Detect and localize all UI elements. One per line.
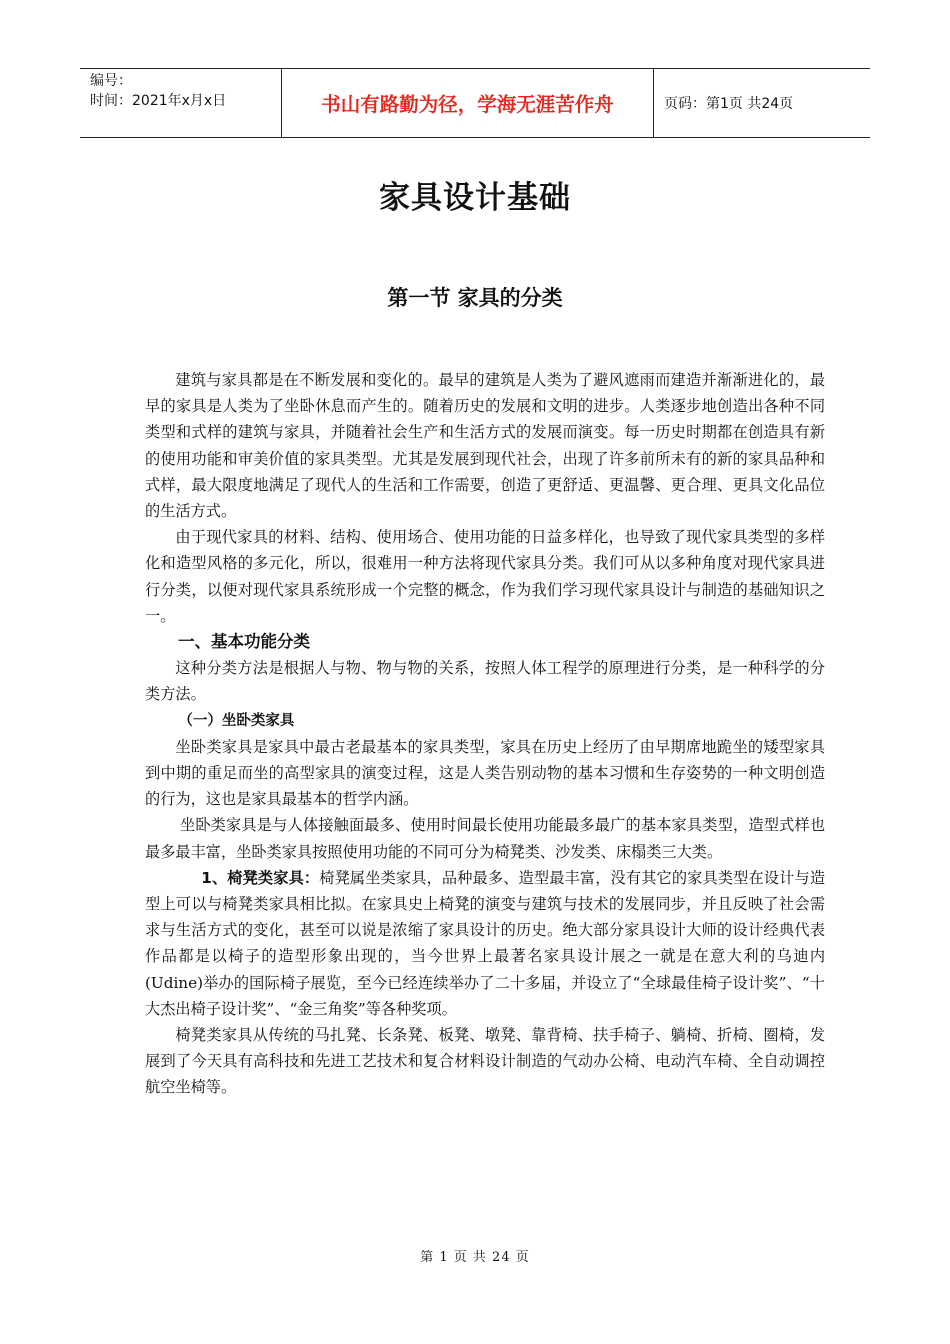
paragraph: 坐卧类家具是与人体接触面最多、使用时间最长使用功能最多最广的基本家具类型，造型式样也最多最丰富，坐卧类家具按照使用功能的不同可分为椅凳类、沙发类、床榻类三大类。 xyxy=(145,816,825,861)
paragraph-text: 椅凳属坐类家具，品种最多、造型最丰富，没有其它的家具类型在设计与造型上可以与椅凳类家具相比拟。在家具史上椅凳的演变与建筑与技术的发展同步，并且反映了社会需求与生活方式的变化，甚至可以说是浓缩了家具设计的历史。绝大部分家具设计大师的设计经典代表作品都是以椅子的造型形象出现的，当今世界上最著名家具设计展之一就是在意大利的乌迪内(Udine)举办的国际椅子展览，至今已经连续举办了二十多届，并设立了“全球最佳椅子设计奖”、“十大杰出椅子设计奖”、“金三角奖”等各种奖项。 xyxy=(145,868,826,1018)
page-footer: 第 1 页 共 24 页 xyxy=(420,1250,530,1265)
heading-level2: （一）坐卧类家具 xyxy=(178,712,295,729)
paragraph: 由于现代家具的材料、结构、使用场合、使用功能的日益多样化，也导致了现代家具类型的多样化和造型风格的多元化，所以，很难用一种方法将现代家具分类。我们可从以多种角度对现代家具进行分类，以便对现代家具系统形成一个完整的概念，作为我们学习现代家具设计与制造的基础知识之一。 xyxy=(145,528,825,625)
section-title: 第一节 家具的分类 xyxy=(387,286,563,310)
paragraph: 这种分类方法是根据人与物、物与物的关系，按照人体工程学的原理进行分类，是一种科学的分类方法。 xyxy=(145,659,825,704)
heading-level1: 一、基本功能分类 xyxy=(178,632,310,652)
inline-heading: 1、椅凳类家具： xyxy=(201,868,320,887)
time-label: 时间：2021年x月x日 xyxy=(90,93,227,109)
header-meta xyxy=(80,69,282,137)
paragraph: 椅凳类家具从传统的马扎凳、长条凳、板凳、墩凳、靠背椅、扶手椅子、躺椅、折椅、圈椅，发展到了今天具有高科技和先进工艺技术和复合材料设计制造的气动办公椅、电动汽车椅、全自动调控航空坐椅等。 xyxy=(145,1026,825,1097)
document-body xyxy=(145,367,825,1101)
paragraph: 建筑与家具都是在不断发展和变化的。最早的建筑是人类为了避风遮雨而建造并渐渐进化的，最早的家具是人类为了坐卧休息而产生的。随着历史的发展和文明的进步。人类逐步地创造出各种不同类型和式样的建筑与家具，并随着社会生产和生活方式的发展而演变。每一历史时期都在创造具有新的使用功能和审美价值的家具类型。尤其是发展到现代社会，出现了许多前所未有的新的家具品种和式样，最大限度地满足了现代人的生活和工作需要，创造了更舒适、更温馨、更合理、更具文化品位的生活方式。 xyxy=(145,371,825,521)
document-title: 家具设计基础 xyxy=(379,180,571,216)
document-header xyxy=(80,68,870,138)
number-label: 编号： xyxy=(90,73,132,89)
header-page-info: 页码：第1页 共24页 xyxy=(664,96,794,112)
paragraph: 坐卧类家具是家具中最古老最基本的家具类型，家具在历史上经历了由早期席地跪坐的矮型家具到中期的重足而坐的高型家具的演变过程，这是人类告别动物的基本习惯和生存姿势的一种文明创造的行为，这也是家具最基本的哲学内涵。 xyxy=(145,737,825,809)
paragraph xyxy=(145,865,825,1022)
header-motto: 书山有路勤为径，学海无涯苦作舟 xyxy=(282,69,654,137)
